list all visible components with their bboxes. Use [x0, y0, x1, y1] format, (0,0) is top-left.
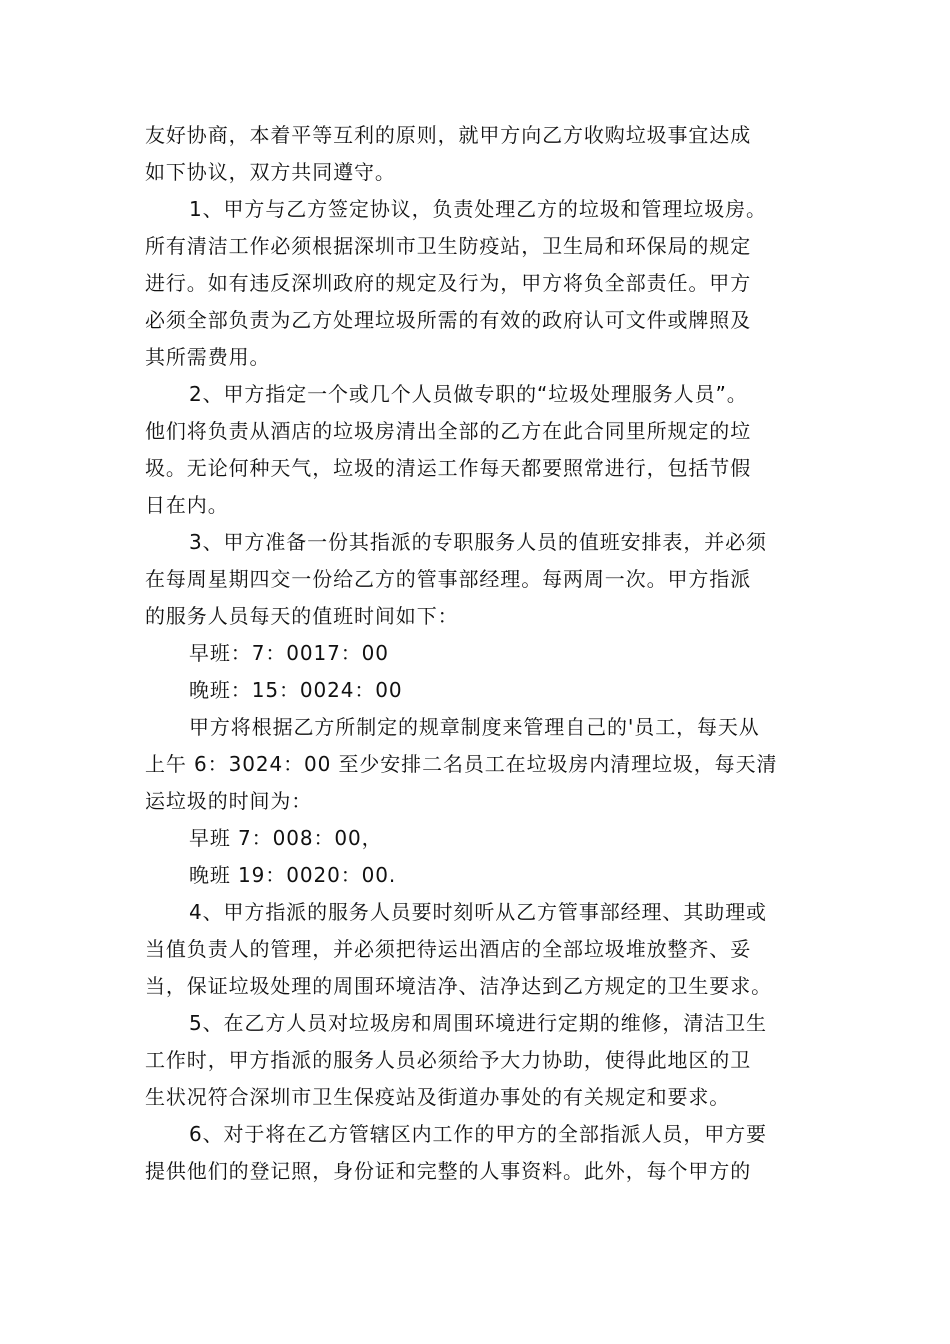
document-text-line: 圾。无论何种天气，垃圾的清运工作每天都要照常进行，包括节假	[145, 456, 752, 480]
document-text-line: 4、甲方指派的服务人员要时刻听从乙方管事部经理、其助理或	[189, 900, 767, 924]
document-text-line: 当值负责人的管理，并必须把待运出酒店的全部垃圾堆放整齐、妥	[145, 937, 752, 961]
document-text-line: 他们将负责从酒店的垃圾房清出全部的乙方在此合同里所规定的垃	[145, 419, 752, 443]
document-text-line: 晚班 19：0020：00.	[189, 863, 397, 887]
document-text-line: 进行。如有违反深圳政府的规定及行为，甲方将负全部责任。甲方	[145, 271, 752, 295]
document-text-line: 在每周星期四交一份给乙方的管事部经理。每两周一次。甲方指派	[145, 567, 752, 591]
document-text-line: 提供他们的登记照，身份证和完整的人事资料。此外，每个甲方的	[145, 1159, 752, 1183]
document-text-line: 日在内。	[145, 493, 229, 517]
document-text-line: 早班：7：0017：00	[189, 641, 389, 665]
document-text-line: 1、甲方与乙方签定协议，负责处理乙方的垃圾和管理垃圾房。	[189, 197, 767, 221]
document-text-line: 5、在乙方人员对垃圾房和周围环境进行定期的维修，清洁卫生	[189, 1011, 767, 1035]
document-text-line: 晚班：15：0024：00	[189, 678, 403, 702]
document-text-line: 6、对于将在乙方管辖区内工作的甲方的全部指派人员，甲方要	[189, 1122, 767, 1146]
document-text-line: 2、甲方指定一个或几个人员做专职的“垃圾处理服务人员”。	[189, 382, 748, 406]
document-text-line: 运垃圾的时间为：	[145, 789, 313, 813]
document-body	[145, 117, 810, 1190]
document-text-line: 上午 6：3024：00 至少安排二名员工在垃圾房内清理垃圾，每天清	[145, 752, 778, 776]
document-text-line: 生状况符合深圳市卫生保疫站及街道办事处的有关规定和要求。	[145, 1085, 731, 1109]
document-text-line: 工作时，甲方指派的服务人员必须给予大力协助，使得此地区的卫	[145, 1048, 752, 1072]
document-text-line: 当，保证垃圾处理的周围环境洁净、洁净达到乙方规定的卫生要求。	[145, 974, 772, 998]
document-text-line: 甲方将根据乙方所制定的规章制度来管理自己的'员工，每天从	[189, 715, 760, 739]
document-text-line: 其所需费用。	[145, 345, 271, 369]
document-text-line: 早班 7：008：00，	[189, 826, 383, 850]
document-text-line: 友好协商，本着平等互利的原则，就甲方向乙方收购垃圾事宜达成	[145, 123, 752, 147]
document-text-line: 3、甲方准备一份其指派的专职服务人员的值班安排表，并必须	[189, 530, 767, 554]
document-text-line: 所有清洁工作必须根据深圳市卫生防疫站，卫生局和环保局的规定	[145, 234, 752, 258]
document-text-line: 必须全部负责为乙方处理垃圾所需的有效的政府认可文件或牌照及	[145, 308, 752, 332]
document-text-line: 的服务人员每天的值班时间如下：	[145, 604, 459, 628]
document-text-line: 如下协议，双方共同遵守。	[145, 160, 396, 184]
